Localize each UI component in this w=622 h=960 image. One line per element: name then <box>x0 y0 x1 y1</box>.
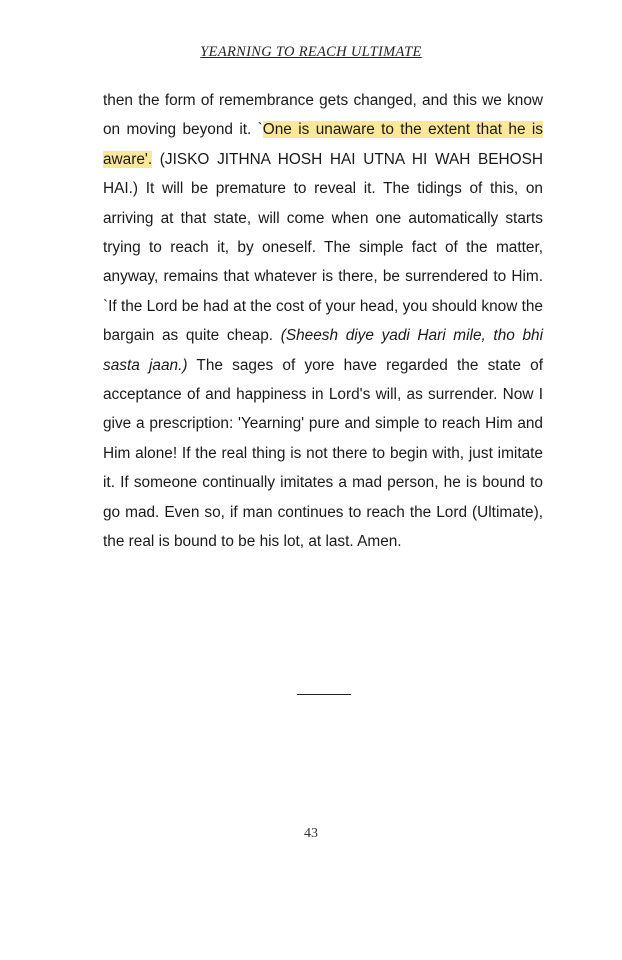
italic-quote: (Sheesh diye yadi Hari mile, tho bhi sasta jaan.) <box>103 327 543 374</box>
highlighted-quote[interactable]: One is unaware to the extent that he is aware'. <box>103 121 543 168</box>
body-text-segment-1: then the form of remembrance gets changed, and this we know on moving beyond it. ` <box>103 92 543 139</box>
body-text-segment-2: (JISKO JITHNA HOSH HAI UTNA HI WAH BEHOSH HAI.) It will be premature to reveal it. The tidings of this, on arriving at that state, will come when one automatically starts trying to reach it, by oneself. The simple fact of the matter, anyway, remains that whatever is there, be surrendered to Him. `If the Lord be had at the cost of your head, you should know the bargain as quite cheap. <box>103 150 543 345</box>
body-paragraph <box>103 86 543 557</box>
running-header: YEARNING TO REACH ULTIMATE <box>200 44 422 60</box>
page-number: 43 <box>304 826 318 841</box>
body-text-segment-3: The sages of yore have regarded the state of acceptance of and happiness in Lord's will, as surrender. Now I give a prescription: 'Yearning' pure and simple to reach Him and Him alone! If the real thing is not there to begin with, just imitate it. If someone continually imitates a mad person, he is bound to go mad. Even so, if man continues to reach the Lord (Ultimate), the real is bound to be his lot, at last. Amen. <box>103 356 544 551</box>
section-end-rule <box>297 694 351 695</box>
